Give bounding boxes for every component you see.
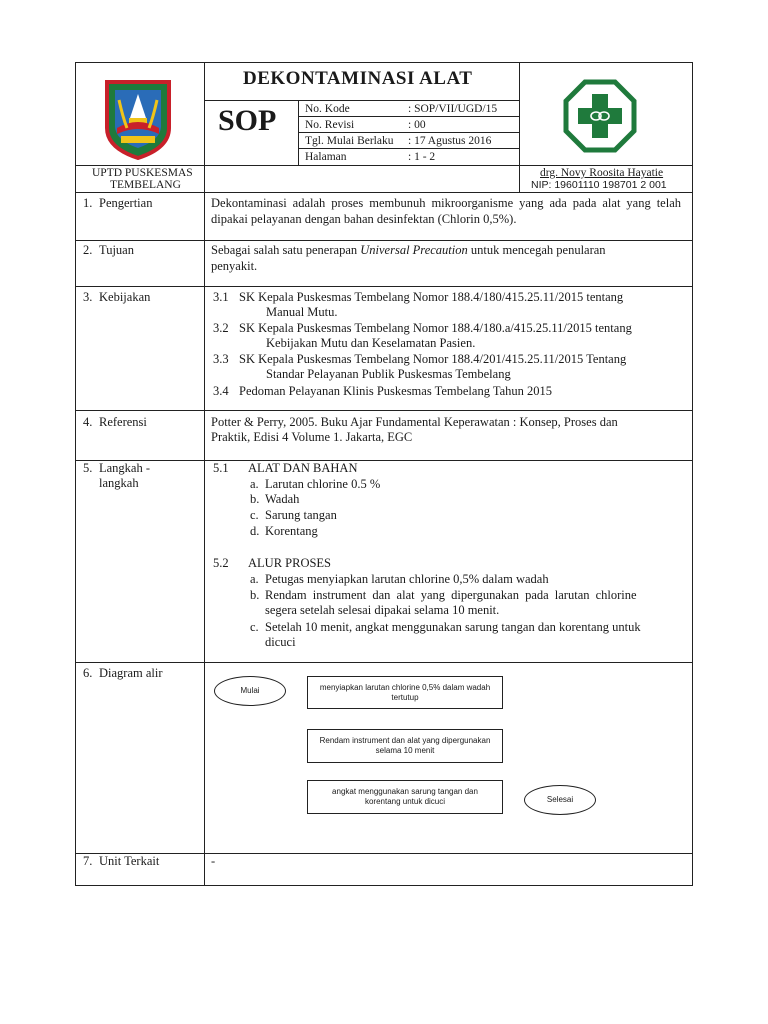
section-number: 2. xyxy=(83,243,93,257)
list-item-mark: a. xyxy=(250,477,259,491)
tujuan-text-italic: Universal Precaution xyxy=(360,243,468,257)
list-item-mark: d. xyxy=(250,524,260,538)
org-name-line2: TEMBELANG xyxy=(110,179,181,191)
meta-label-revisi: No. Revisi xyxy=(305,119,355,131)
tujuan-text xyxy=(211,243,606,259)
signer-nip: NIP: 19601110 198701 2 001 xyxy=(531,179,667,191)
tujuan-text-before: Sebagai salah satu penerapan xyxy=(211,243,361,257)
flow-step-3: angkat menggunakan sarung tangan dan korentang untuk dicuci xyxy=(307,780,503,814)
kebijakan-item-line2: Manual Mutu. xyxy=(266,305,338,319)
unit-terkait-value: - xyxy=(211,854,216,868)
list-item: Sarung tangan xyxy=(265,508,337,522)
kebijakan-item-num: 3.2 xyxy=(213,321,229,335)
sop-label: SOP xyxy=(218,104,277,137)
sub-section-title: ALAT DAN BAHAN xyxy=(248,461,358,475)
kebijakan-item-line1: SK Kepala Puskesmas Tembelang Nomor 188.4/180/415.25.11/2015 tentang xyxy=(239,290,624,304)
sub-section-num: 5.1 xyxy=(213,461,229,475)
section-number: 1. xyxy=(83,196,93,210)
section-label-unit: Unit Terkait xyxy=(99,854,160,868)
meta-value-tgl: : 17 Agustus 2016 xyxy=(408,135,492,147)
section-label-kebijakan: Kebijakan xyxy=(99,290,151,304)
list-item-mark: c. xyxy=(250,620,259,634)
list-item: Petugas menyiapkan larutan chlorine 0,5% dalam wadah xyxy=(265,572,549,586)
kebijakan-item-line1: Pedoman Pelayanan Klinis Puskesmas Tembelang Tahun 2015 xyxy=(239,384,553,398)
signer-name: drg. Novy Roosita Hayatie xyxy=(540,167,664,179)
section-label-pengertian: Pengertian xyxy=(99,196,153,210)
section-label-referensi: Referensi xyxy=(99,415,147,429)
list-item: Rendam instrument dan alat yang dipergunakan pada larutan chlorine xyxy=(265,588,637,602)
section-number: 3. xyxy=(83,290,93,304)
section-label-diagram: Diagram alir xyxy=(99,666,163,680)
flow-end-node: Selesai xyxy=(524,785,596,815)
meta-label-kode: No. Kode xyxy=(305,103,350,115)
meta-value-halaman: : 1 - 2 xyxy=(408,151,436,163)
list-item: Larutan chlorine 0.5 % xyxy=(265,477,381,491)
east-java-crest-icon xyxy=(101,78,175,160)
meta-label-halaman: Halaman xyxy=(305,151,347,163)
section-label-tujuan: Tujuan xyxy=(99,243,134,257)
org-name-line1: UPTD PUSKESMAS xyxy=(92,167,193,179)
kebijakan-item-num: 3.4 xyxy=(213,384,229,398)
flow-start-node: Mulai xyxy=(214,676,286,706)
kebijakan-item-line1: SK Kepala Puskesmas Tembelang Nomor 188.4/201/415.25.11/2015 Tentang xyxy=(239,352,627,366)
puskesmas-cross-icon xyxy=(563,79,637,153)
list-item-mark: b. xyxy=(250,492,260,506)
meta-label-tgl: Tgl. Mulai Berlaku xyxy=(305,135,394,147)
meta-value-revisi: : 00 xyxy=(408,119,426,131)
section-label-langkah-l2: langkah xyxy=(99,476,139,490)
tujuan-text-after: untuk mencegah penularan xyxy=(467,243,606,257)
referensi-line2: Praktik, Edisi 4 Volume 1. Jakarta, EGC xyxy=(211,430,413,444)
list-item-line2: segera setelah selesai dipakai selama 10 menit. xyxy=(265,603,500,617)
list-item-line2: dicuci xyxy=(265,635,296,649)
section-number: 7. xyxy=(83,854,93,868)
kebijakan-item-line1: SK Kepala Puskesmas Tembelang Nomor 188.4/180.a/415.25.11/2015 tentang xyxy=(239,321,632,335)
sub-section-title: ALUR PROSES xyxy=(248,556,332,570)
kebijakan-item-line2: Kebijakan Mutu dan Keselamatan Pasien. xyxy=(266,336,476,350)
section-number: 5. xyxy=(83,461,93,475)
kebijakan-item-num: 3.3 xyxy=(213,352,229,366)
list-item-mark: c. xyxy=(250,508,259,522)
section-label-langkah-l1: Langkah - xyxy=(99,461,151,475)
list-item: Setelah 10 menit, angkat menggunakan sarung tangan dan korentang untuk xyxy=(265,620,641,634)
referensi-line1: Potter & Perry, 2005. Buku Ajar Fundamental Keperawatan : Konsep, Proses dan xyxy=(211,415,618,429)
section-number: 6. xyxy=(83,666,93,680)
meta-value-kode: : SOP/VII/UGD/15 xyxy=(408,103,498,115)
list-item: Wadah xyxy=(265,492,300,506)
list-item: Korentang xyxy=(265,524,318,538)
document-title: DEKONTAMINASI ALAT xyxy=(243,68,473,89)
sub-section-num: 5.2 xyxy=(213,556,229,570)
section-number: 4. xyxy=(83,415,93,429)
list-item-mark: b. xyxy=(250,588,260,602)
flow-step-1: menyiapkan larutan chlorine 0,5% dalam wadah tertutup xyxy=(307,676,503,709)
flow-step-2: Rendam instrument dan alat yang dipergunakan selama 10 menit xyxy=(307,729,503,763)
kebijakan-item-line2: Standar Pelayanan Publik Puskesmas Tembelang xyxy=(266,367,511,381)
kebijakan-item-num: 3.1 xyxy=(213,290,229,304)
list-item-mark: a. xyxy=(250,572,259,586)
pengertian-text: Dekontaminasi adalah proses membunuh mikroorganisme yang ada pada alat yang telah dipakai pelayanan dengan bahan desinfektan (Chlorin 0,5%). xyxy=(211,196,681,226)
tujuan-text-line2: penyakit. xyxy=(211,259,258,273)
